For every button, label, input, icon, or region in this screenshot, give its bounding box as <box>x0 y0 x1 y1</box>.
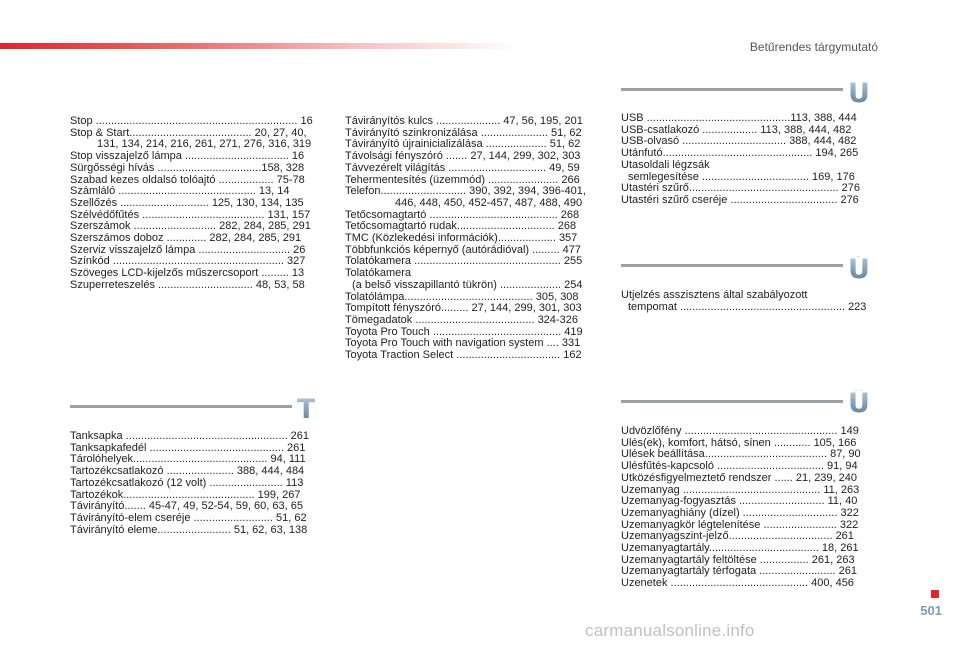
index-column-u-acute <box>621 290 877 313</box>
index-column-t-2 <box>345 116 601 362</box>
index-entry: Tolatókamera <box>345 268 412 280</box>
index-entry: Távirányító szinkronizálása ...................... 51, 62 <box>345 127 582 139</box>
section-letter-t: T <box>297 394 316 425</box>
index-entry: Szerviz visszajelző lámpa .............................. 26 <box>70 244 306 256</box>
index-column-s <box>70 116 326 292</box>
section-divider-t <box>70 405 292 408</box>
index-entry: Távirányító....... 45-47, 49, 52-54, 59, 60, 63, 65 <box>70 501 303 513</box>
index-entry: Tartozékcsatlakozó ...................... 388, 444, 484 <box>70 466 305 478</box>
index-entry: Üzemanyaghiány (dízel) ............................... 322 <box>621 507 859 519</box>
section-letter-u: U <box>848 78 870 109</box>
index-column-u <box>621 113 877 207</box>
index-entry: Szöveges LCD-kijelzős műszercsoport ......... 13 <box>70 268 305 280</box>
index-entry: Üzenetek ............................................. 400, 456 <box>621 578 854 590</box>
index-entry-continuation: (a belső visszapillantó tükrön) .................... 254 <box>352 279 583 291</box>
index-entry: Ülésfűtés-kapcsoló ................................... 91, 94 <box>621 461 858 473</box>
index-entry: Tolatókamera ................................................ 255 <box>345 256 583 268</box>
index-entry: Tanksapkafedél ............................................ 261 <box>70 442 306 454</box>
index-entry: Tanksapka ..................................................... 261 <box>70 431 310 442</box>
index-entry: Ülés(ek), komfort, hátsó, sínen ............ 105, 166 <box>621 437 857 449</box>
index-entry: Távirányító eleme........................ 51, 62, 63, 138 <box>70 524 308 536</box>
index-entry: Stop & Start........................................ 20, 27, 40, <box>70 127 307 139</box>
index-entry-continuation: 446, 448, 450, 452-457, 487, 488, 490 <box>395 197 583 209</box>
index-entry: Toyota Pro Touch .......................................... 419 <box>345 326 583 338</box>
index-entry-continuation: 131, 134, 214, 216, 261, 271, 276, 316, 319 <box>97 139 312 151</box>
index-entry: Ütközésfigyelmeztető rendszer ...... 21, 239, 240 <box>621 472 858 484</box>
index-entry: Számláló ............................................. 13, 14 <box>70 186 290 198</box>
index-entry: Távolsági fényszóró ....... 27, 144, 299, 302, 303 <box>345 151 581 163</box>
index-entry: Toyota Traction Select .................................. 162 <box>345 350 582 362</box>
index-entry: Üzemanyagtartály.................................... 18, 261 <box>621 543 859 555</box>
page-header-title: Betűrendes tárgymutató <box>749 40 878 54</box>
index-entry: Üzemanyagkör légtelenítése ........................ 322 <box>621 519 859 531</box>
index-entry: Üzemanyagszint-jelző.................................. 261 <box>621 531 854 543</box>
index-entry: Távirányítós kulcs ..................... 47, 56, 195, 201 <box>345 116 583 127</box>
index-entry: Utastéri szűrő................................................. 276 <box>621 183 861 195</box>
page-marker <box>931 590 939 598</box>
section-letter-u-acute: Ú <box>848 254 870 285</box>
index-entry: Tartozékok........................................... 199, 267 <box>70 489 301 501</box>
index-column-t-1 <box>70 431 326 536</box>
index-entry: Utastéri szűrő cseréje ................................... 276 <box>621 194 859 206</box>
section-letter-u-umlaut: Ü <box>848 388 870 419</box>
index-entry-continuation: semlegesítése ................................... 169, 176 <box>628 171 855 183</box>
header-accent-bar <box>0 43 520 49</box>
index-entry-continuation: tempomat ...................................................... 223 <box>628 301 867 313</box>
index-entry: Tartozékcsatlakozó (12 volt) ........................ 113 <box>70 477 304 489</box>
index-entry: Üzemanyagtartály térfogata ......................... 261 <box>621 566 857 578</box>
index-entry: Színkód ........................................................ 327 <box>70 256 306 268</box>
index-entry: Útjelzés asszisztens által szabályozott <box>621 290 808 301</box>
index-entry: Szerszámos doboz ............. 282, 284, 285, 291 <box>70 233 302 245</box>
index-entry: Szélvédőfűtés ........................................ 131, 157 <box>70 209 311 221</box>
index-entry: Ülések beállítása........................................ 87, 90 <box>621 449 861 461</box>
index-entry: Távirányító-elem cseréje .......................... 51, 62 <box>70 512 307 524</box>
index-column-u-umlaut <box>621 426 877 590</box>
index-entry: Utánfutó................................................. 194, 265 <box>621 148 859 160</box>
index-entry: TMC (Közlekedési információk)................... 357 <box>345 233 578 245</box>
index-entry: Utasoldali légzsák <box>621 159 710 171</box>
index-entry: Üdvözlőfény .................................................. 149 <box>621 426 859 437</box>
index-entry: Tetőcsomagtartó rudak................................ 268 <box>345 221 577 233</box>
index-entry: Tárolóhelyek............................................ 94, 111 <box>70 454 306 466</box>
index-entry: Tetőcsomagtartó .......................................... 268 <box>345 209 580 221</box>
index-entry: Üzemanyag ............................................. 11, 263 <box>621 484 860 496</box>
index-entry: Stop .................................................................. 16 <box>70 116 313 127</box>
index-entry: Sürgősségi hívás ..................................158, 328 <box>70 162 305 174</box>
index-entry: Tolatólámpa.......................................... 305, 308 <box>345 291 579 303</box>
index-entry: Távvezérelt világítás ................................ 49, 59 <box>345 162 580 174</box>
index-entry: Tömegadatok ....................................... 324-326 <box>345 314 578 326</box>
section-divider-u <box>621 88 843 91</box>
index-entry: Szuperreteszelés ............................... 48, 53, 58 <box>70 279 305 291</box>
index-entry: Szellőzés ............................. 125, 130, 134, 135 <box>70 197 304 209</box>
section-divider-u-umlaut <box>621 400 843 403</box>
index-entry: Toyota Pro Touch with navigation system .... 331 <box>345 338 581 350</box>
watermark-text: carmanualsonline.info <box>585 621 755 640</box>
index-entry: Többfunkciós képernyő (autórádióval) ......... 477 <box>345 244 582 256</box>
index-entry: Stop visszajelző lámpa .................................. 16 <box>70 151 305 163</box>
index-entry: Telefon............................ 390, 392, 394, 396-401, <box>345 186 586 198</box>
index-entry: Szerszámok ........................... 282, 284, 285, 291 <box>70 221 311 233</box>
index-entry: Üzemanyag-fogyasztás ............................ 11, 40 <box>621 496 858 508</box>
index-entry: Üzemanyagtartály feltöltése ................ 261, 263 <box>621 554 855 566</box>
index-entry: Tehermentesítés (üzemmód) ....................... 266 <box>345 174 580 186</box>
section-divider-u-acute <box>621 264 843 267</box>
index-entry: Távirányító újrainicializálása .................... 51, 62 <box>345 139 581 151</box>
index-entry: USB-csatlakozó .................. 113, 388, 444, 482 <box>621 124 852 136</box>
index-entry: USB-olvasó .................................. 388, 444, 482 <box>621 136 857 148</box>
page-number: 501 <box>920 603 942 618</box>
index-entry: Tompított fényszóró......... 27, 144, 299, 301, 303 <box>345 303 582 315</box>
index-entry: Szabad kezes oldalsó tolóajtó .................. 75-78 <box>70 174 305 186</box>
index-entry: USB ...............................................113, 388, 444 <box>621 113 857 124</box>
